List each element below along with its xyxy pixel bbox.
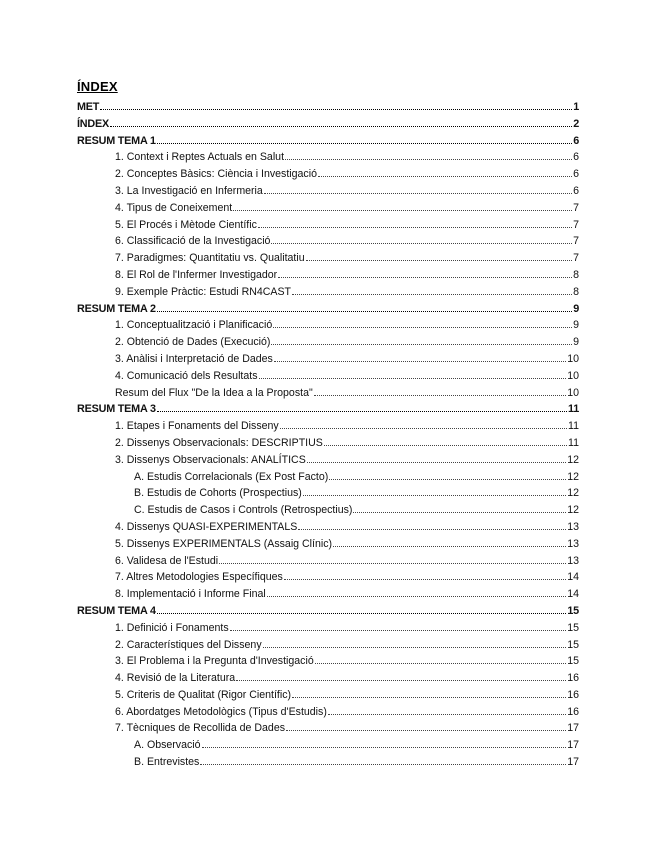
dot-leader bbox=[263, 646, 567, 648]
dot-leader bbox=[307, 461, 566, 463]
toc-entry[interactable] bbox=[77, 435, 579, 452]
dot-leader bbox=[200, 763, 566, 765]
toc-entry-label: 4. Dissenys QUASI-EXPERIMENTALS bbox=[115, 520, 298, 533]
dot-leader bbox=[157, 410, 567, 412]
toc-entry-label: 8. El Rol de l'Infermer Investigador bbox=[115, 268, 278, 281]
dot-leader bbox=[306, 259, 572, 261]
toc-entry-label: 3. El Problema i la Pregunta d'Investigació bbox=[115, 655, 314, 668]
toc-entry-page-number: 6 bbox=[573, 134, 579, 147]
toc-entry-page-number: 2 bbox=[573, 117, 579, 130]
toc-entry-label: 4. Comunicació dels Resultats bbox=[115, 369, 258, 382]
toc-entry-label: 3. Dissenys Observacionals: ANALÍTICS bbox=[115, 453, 306, 466]
toc-entry-label: 3. La Investigació en Infermeria bbox=[115, 184, 263, 197]
toc-entry[interactable] bbox=[77, 385, 579, 402]
dot-leader bbox=[202, 746, 567, 748]
toc-entry-label: 8. Implementació i Informe Final bbox=[115, 588, 266, 601]
toc-entry[interactable] bbox=[77, 637, 579, 654]
toc-entry[interactable] bbox=[77, 553, 579, 570]
toc-entry-page-number: 12 bbox=[567, 470, 579, 483]
toc-entry-page-number: 9 bbox=[573, 336, 579, 349]
dot-leader bbox=[157, 142, 572, 144]
toc-entry[interactable] bbox=[77, 519, 579, 536]
toc-entry-label: 1. Conceptualització i Planificació bbox=[115, 319, 273, 332]
toc-entry-page-number: 15 bbox=[567, 604, 579, 617]
toc-entry-page-number: 10 bbox=[567, 386, 579, 399]
dot-leader bbox=[315, 662, 566, 664]
toc-entry-label: A. Observació bbox=[134, 739, 201, 752]
toc-entry[interactable] bbox=[77, 586, 579, 603]
dot-leader bbox=[280, 427, 567, 429]
toc-entry[interactable] bbox=[77, 368, 579, 385]
dot-leader bbox=[286, 729, 566, 731]
toc-entry-label: 2. Dissenys Observacionals: DESCRIPTIUS bbox=[115, 436, 323, 449]
toc-entry[interactable] bbox=[77, 284, 579, 301]
toc-entry[interactable] bbox=[77, 502, 579, 519]
dot-leader bbox=[233, 209, 572, 211]
toc-entry-page-number: 16 bbox=[567, 688, 579, 701]
toc-entry[interactable] bbox=[77, 217, 579, 234]
toc-entry-label: 4. Tipus de Coneixement bbox=[115, 201, 233, 214]
toc-entry-page-number: 8 bbox=[573, 268, 579, 281]
toc-entry[interactable] bbox=[77, 351, 579, 368]
dot-leader bbox=[333, 545, 566, 547]
toc-entry-label: C. Estudis de Casos i Controls (Retrospectius) bbox=[134, 504, 353, 517]
dot-leader bbox=[292, 293, 572, 295]
toc-entry-label: B. Entrevistes bbox=[134, 756, 200, 769]
toc-entry-page-number: 10 bbox=[567, 369, 579, 382]
toc-entry[interactable] bbox=[77, 250, 579, 267]
toc-entry-label: Resum del Flux "De la Idea a la Proposta" bbox=[115, 386, 313, 399]
toc-entry[interactable] bbox=[77, 469, 579, 486]
toc-entry-page-number: 11 bbox=[567, 403, 579, 416]
toc-entry-label: 5. El Procés i Mètode Científic bbox=[115, 218, 257, 231]
dot-leader bbox=[271, 242, 572, 244]
toc-entry-page-number: 7 bbox=[573, 252, 579, 265]
dot-leader bbox=[285, 158, 572, 160]
dot-leader bbox=[324, 444, 567, 446]
dot-leader bbox=[274, 360, 566, 362]
toc-entry-label: RESUM TEMA 2 bbox=[77, 302, 156, 315]
toc-entry[interactable] bbox=[77, 720, 579, 737]
dot-leader bbox=[314, 394, 566, 396]
toc-section-entry[interactable] bbox=[77, 401, 579, 418]
dot-leader bbox=[328, 713, 566, 715]
toc-entry[interactable] bbox=[77, 149, 579, 166]
toc-entry-page-number: 7 bbox=[573, 201, 579, 214]
toc-entry-page-number: 8 bbox=[573, 285, 579, 298]
dot-leader bbox=[298, 528, 566, 530]
dot-leader bbox=[157, 310, 572, 312]
toc-entry[interactable] bbox=[77, 737, 579, 754]
toc-entry-label: 6. Validesa de l'Estudi bbox=[115, 554, 219, 567]
dot-leader bbox=[219, 562, 566, 564]
dot-leader bbox=[267, 595, 566, 597]
table-of-contents bbox=[77, 99, 579, 771]
toc-entry-label: 6. Abordatges Metodològics (Tipus d'Estudis) bbox=[115, 705, 327, 718]
toc-entry[interactable] bbox=[77, 166, 579, 183]
toc-entry[interactable] bbox=[77, 754, 579, 771]
toc-entry-label: RESUM TEMA 4 bbox=[77, 604, 156, 617]
toc-entry-page-number: 16 bbox=[567, 672, 579, 685]
toc-entry[interactable] bbox=[77, 183, 579, 200]
toc-entry-page-number: 14 bbox=[567, 588, 579, 601]
toc-entry-page-number: 15 bbox=[567, 655, 579, 668]
toc-entry[interactable] bbox=[77, 317, 579, 334]
dot-leader bbox=[264, 192, 572, 194]
toc-entry-page-number: 9 bbox=[573, 302, 579, 315]
toc-entry[interactable] bbox=[77, 704, 579, 721]
toc-entry-page-number: 11 bbox=[568, 420, 579, 433]
dot-leader bbox=[258, 226, 572, 228]
toc-section-entry[interactable] bbox=[77, 116, 579, 133]
toc-entry[interactable] bbox=[77, 418, 579, 435]
toc-entry-label: 7. Paradigmes: Quantitatiu vs. Qualitatiu bbox=[115, 252, 305, 265]
toc-entry-label: 1. Definició i Fonaments bbox=[115, 621, 229, 634]
toc-entry-page-number: 9 bbox=[573, 319, 579, 332]
toc-entry-page-number: 6 bbox=[573, 168, 579, 181]
dot-leader bbox=[318, 175, 572, 177]
toc-entry[interactable] bbox=[77, 620, 579, 637]
dot-leader bbox=[292, 696, 566, 698]
toc-entry-page-number: 11 bbox=[568, 436, 579, 449]
toc-entry-page-number: 1 bbox=[573, 101, 579, 113]
dot-leader bbox=[100, 108, 572, 110]
toc-entry[interactable] bbox=[77, 200, 579, 217]
toc-entry-label: B. Estudis de Cohorts (Prospectius) bbox=[134, 487, 302, 500]
toc-entry-label: 1. Context i Reptes Actuals en Salut bbox=[115, 151, 285, 164]
toc-entry-label: RESUM TEMA 3 bbox=[77, 403, 156, 416]
toc-entry[interactable] bbox=[77, 670, 579, 687]
toc-entry[interactable] bbox=[77, 536, 579, 553]
toc-entry-page-number: 15 bbox=[567, 638, 579, 651]
toc-entry-page-number: 17 bbox=[567, 739, 579, 752]
toc-entry-label: 6. Classificació de la Investigació bbox=[115, 235, 271, 248]
toc-entry-label: ÍNDEX bbox=[77, 117, 109, 130]
dot-leader bbox=[110, 125, 572, 127]
toc-entry-page-number: 13 bbox=[567, 537, 579, 550]
toc-entry-page-number: 6 bbox=[573, 184, 579, 197]
toc-entry-page-number: 17 bbox=[567, 722, 579, 735]
toc-section-entry[interactable] bbox=[77, 301, 579, 318]
toc-entry-label: 9. Exemple Pràctic: Estudi RN4CAST bbox=[115, 285, 292, 298]
toc-section-entry[interactable] bbox=[77, 133, 579, 150]
toc-entry-page-number: 13 bbox=[567, 554, 579, 567]
toc-entry-page-number: 6 bbox=[573, 151, 579, 164]
dot-leader bbox=[303, 494, 566, 496]
toc-entry-label: 7. Altres Metodologies Específiques bbox=[115, 571, 283, 584]
toc-entry[interactable] bbox=[77, 334, 579, 351]
toc-entry[interactable] bbox=[77, 267, 579, 284]
dot-leader bbox=[329, 478, 566, 480]
index-title: ÍNDEX bbox=[77, 79, 118, 94]
dot-leader bbox=[284, 578, 566, 580]
toc-section-entry[interactable] bbox=[77, 603, 579, 620]
toc-entry-label: RESUM TEMA 1 bbox=[77, 134, 156, 147]
toc-entry[interactable] bbox=[77, 233, 579, 250]
toc-section-entry[interactable] bbox=[77, 99, 579, 116]
toc-entry[interactable] bbox=[77, 653, 579, 670]
dot-leader bbox=[236, 679, 566, 681]
toc-entry[interactable] bbox=[77, 569, 579, 586]
toc-entry-label: MET bbox=[77, 101, 100, 113]
toc-entry-label: 1. Etapes i Fonaments del Disseny bbox=[115, 420, 279, 433]
toc-entry[interactable] bbox=[77, 485, 579, 502]
toc-entry-label: 4. Revisió de la Literatura bbox=[115, 672, 236, 685]
toc-entry-page-number: 12 bbox=[567, 453, 579, 466]
toc-entry-label: 2. Conceptes Bàsics: Ciència i Investigació bbox=[115, 168, 317, 181]
toc-entry-page-number: 7 bbox=[573, 218, 579, 231]
toc-entry-page-number: 15 bbox=[567, 621, 579, 634]
dot-leader bbox=[353, 511, 566, 513]
toc-entry-label: 2. Obtenció de Dades (Execució) bbox=[115, 336, 271, 349]
toc-entry-page-number: 7 bbox=[573, 235, 579, 248]
dot-leader bbox=[259, 377, 567, 379]
toc-entry-label: 5. Criteris de Qualitat (Rigor Científic) bbox=[115, 688, 292, 701]
toc-entry-label: 3. Anàlisi i Interpretació de Dades bbox=[115, 352, 273, 365]
toc-entry-label: 5. Dissenys EXPERIMENTALS (Assaig Clínic) bbox=[115, 537, 333, 550]
toc-entry-label: A. Estudis Correlacionals (Ex Post Facto) bbox=[134, 470, 329, 483]
dot-leader bbox=[271, 343, 572, 345]
toc-entry-page-number: 16 bbox=[567, 705, 579, 718]
toc-entry[interactable] bbox=[77, 687, 579, 704]
toc-entry-label: 2. Característiques del Disseny bbox=[115, 638, 262, 651]
toc-entry-page-number: 10 bbox=[567, 352, 579, 365]
toc-entry-page-number: 13 bbox=[567, 520, 579, 533]
toc-entry-label: 7. Tècniques de Recollida de Dades bbox=[115, 722, 286, 735]
dot-leader bbox=[278, 276, 572, 278]
toc-entry[interactable] bbox=[77, 452, 579, 469]
toc-entry-page-number: 12 bbox=[567, 504, 579, 517]
toc-entry-page-number: 14 bbox=[567, 571, 579, 584]
toc-entry-page-number: 12 bbox=[567, 487, 579, 500]
dot-leader bbox=[230, 629, 567, 631]
dot-leader bbox=[273, 326, 572, 328]
dot-leader bbox=[157, 612, 567, 614]
toc-entry-page-number: 17 bbox=[567, 756, 579, 769]
